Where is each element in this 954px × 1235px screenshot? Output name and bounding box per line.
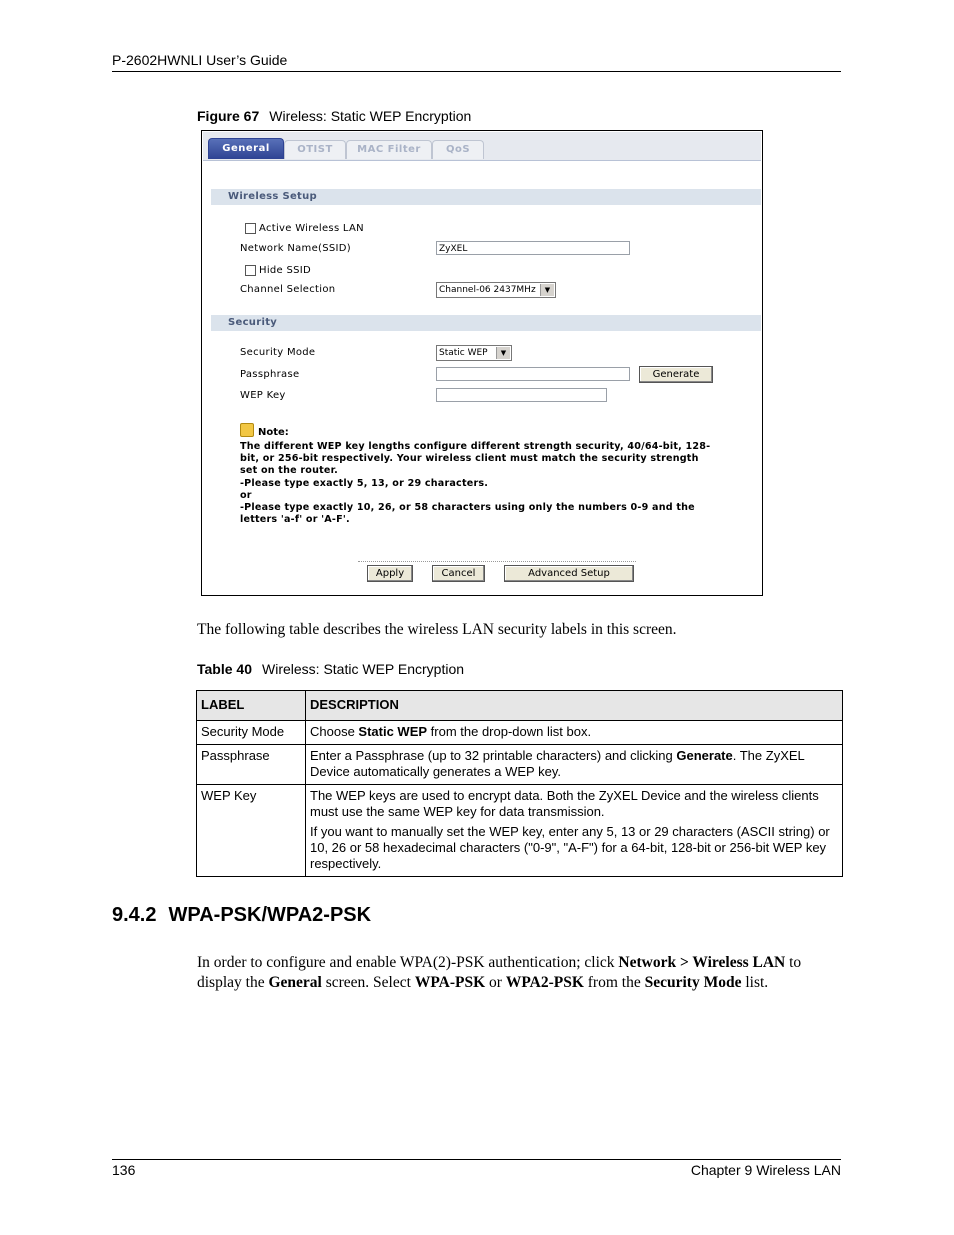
- note-icon: [240, 423, 254, 437]
- wep-key-label: WEP Key: [240, 390, 286, 401]
- apply-button[interactable]: Apply: [367, 565, 413, 582]
- desc-bold: Static WEP: [358, 724, 428, 739]
- ssid-label: Network Name(SSID): [240, 243, 351, 254]
- para-bold: WPA-PSK: [414, 974, 486, 991]
- figure-caption: [197, 108, 471, 124]
- para-text: list.: [741, 974, 769, 991]
- para-bold: Security Mode: [644, 974, 742, 991]
- table-label: Table 40: [197, 661, 252, 677]
- channel-select[interactable]: [436, 282, 556, 298]
- tab-otist[interactable]: OTIST: [284, 140, 346, 159]
- section-paragraph: [197, 953, 827, 993]
- header-label: LABEL: [197, 691, 306, 721]
- note-line: -Please type exactly 5, 13, or 29 characters.: [240, 477, 489, 489]
- section-security: Security: [211, 315, 761, 331]
- active-wireless-lan-checkbox[interactable]: [245, 223, 256, 234]
- channel-select-value: Channel-06 2437MHz: [439, 285, 536, 295]
- security-mode-value: Static WEP: [439, 348, 488, 358]
- para-bold: General: [268, 974, 322, 991]
- para-bold: WPA2-PSK: [505, 974, 584, 991]
- tab-bar: [203, 132, 761, 161]
- para-text: from the: [583, 974, 645, 991]
- running-header: P-2602HWNLI User’s Guide: [112, 52, 288, 68]
- note-title: Note:: [258, 427, 289, 438]
- note-line: set on the router.: [240, 465, 339, 477]
- footer-rule: [112, 1159, 841, 1160]
- chevron-down-icon: ▼: [496, 347, 510, 359]
- desc-bold: Generate: [676, 748, 733, 763]
- table-row: [197, 721, 843, 745]
- note-line: The different WEP key lengths configure different strength security, 40/64-bit, 128-: [240, 441, 711, 452]
- generate-button[interactable]: Generate: [639, 366, 713, 383]
- table-row: [197, 745, 843, 785]
- section-heading: [112, 904, 371, 927]
- para-text: screen. Select: [321, 974, 415, 991]
- chapter-title: Chapter 9 Wireless LAN: [690, 1162, 841, 1178]
- note-line: or: [240, 489, 252, 501]
- note-line: bit, or 256-bit respectively. Your wireless client must match the security strength: [240, 453, 699, 465]
- wep-key-input[interactable]: [436, 388, 607, 402]
- description-table: [196, 690, 843, 877]
- active-wireless-lan-label: Active Wireless LAN: [259, 223, 364, 234]
- header-description: DESCRIPTION: [306, 691, 843, 721]
- table-caption: [197, 661, 464, 677]
- passphrase-label: Passphrase: [240, 369, 300, 380]
- table-header-row: [197, 691, 843, 721]
- figure-label: Figure 67: [197, 108, 260, 124]
- advanced-setup-button[interactable]: Advanced Setup: [504, 565, 634, 582]
- ssid-input[interactable]: ZyXEL: [436, 241, 630, 255]
- tab-general[interactable]: General: [208, 138, 284, 159]
- desc-text: . The ZyXEL Device automatically generates a WEP key.: [310, 748, 805, 779]
- chevron-down-icon: ▼: [540, 284, 554, 296]
- passphrase-input[interactable]: [436, 367, 630, 381]
- row-description: [306, 721, 843, 745]
- hide-ssid-checkbox[interactable]: [245, 265, 256, 276]
- note-line: -Please type exactly 10, 26, or 58 characters using only the numbers 0-9 and the: [240, 502, 695, 514]
- table-row: [197, 785, 843, 877]
- row-description: [306, 745, 843, 785]
- screenshot-wireless-general: [201, 130, 763, 596]
- page-number: 136: [112, 1162, 136, 1178]
- section-title: WPA-PSK/WPA2-PSK: [168, 904, 372, 926]
- desc-text: from the drop-down list box.: [427, 724, 592, 739]
- cancel-button[interactable]: Cancel: [432, 565, 485, 582]
- note-heading: [240, 423, 289, 438]
- para-bold: Network > Wireless LAN: [618, 954, 786, 971]
- button-divider: [358, 561, 636, 562]
- tab-qos[interactable]: QoS: [432, 140, 484, 159]
- para-text: to display the: [197, 954, 802, 991]
- figure-title: Wireless: Static WEP Encryption: [269, 108, 472, 124]
- section-number: 9.4.2: [112, 904, 157, 926]
- row-label: WEP Key: [197, 785, 306, 877]
- row-description: [306, 785, 843, 877]
- para-text: In order to configure and enable WPA(2)-PSK authentication; click: [197, 954, 619, 971]
- security-mode-label: Security Mode: [240, 347, 316, 358]
- table-title: Wireless: Static WEP Encryption: [262, 661, 465, 677]
- row-label: Security Mode: [197, 721, 306, 745]
- tab-mac-filter[interactable]: MAC Filter: [346, 140, 432, 159]
- desc-paragraph: The WEP keys are used to encrypt data. Both the ZyXEL Device and the wireless clients must use the same WEP key for data transmission.: [310, 788, 819, 819]
- intro-paragraph: The following table describes the wireless LAN security labels in this screen.: [197, 621, 677, 638]
- security-mode-select[interactable]: [436, 345, 512, 361]
- row-label: Passphrase: [197, 745, 306, 785]
- desc-text: Enter a Passphrase (up to 32 printable characters) and clicking: [310, 748, 677, 763]
- para-text: or: [485, 974, 506, 991]
- section-wireless-setup: Wireless Setup: [211, 189, 761, 205]
- desc-text: Choose: [310, 724, 359, 739]
- hide-ssid-label: Hide SSID: [259, 265, 312, 276]
- desc-paragraph: If you want to manually set the WEP key, enter any 5, 13 or 29 characters (ASCII string) or 10, 26 or 58 hexadecimal characters ("0-9", "A-F") for a 64-bit, 128-bit or 256-bit WEP key respectively.: [310, 824, 830, 871]
- note-line: letters 'a-f' or 'A-F'.: [240, 514, 350, 526]
- channel-label: Channel Selection: [240, 284, 336, 295]
- header-rule: [112, 71, 841, 72]
- note-body: [240, 441, 760, 526]
